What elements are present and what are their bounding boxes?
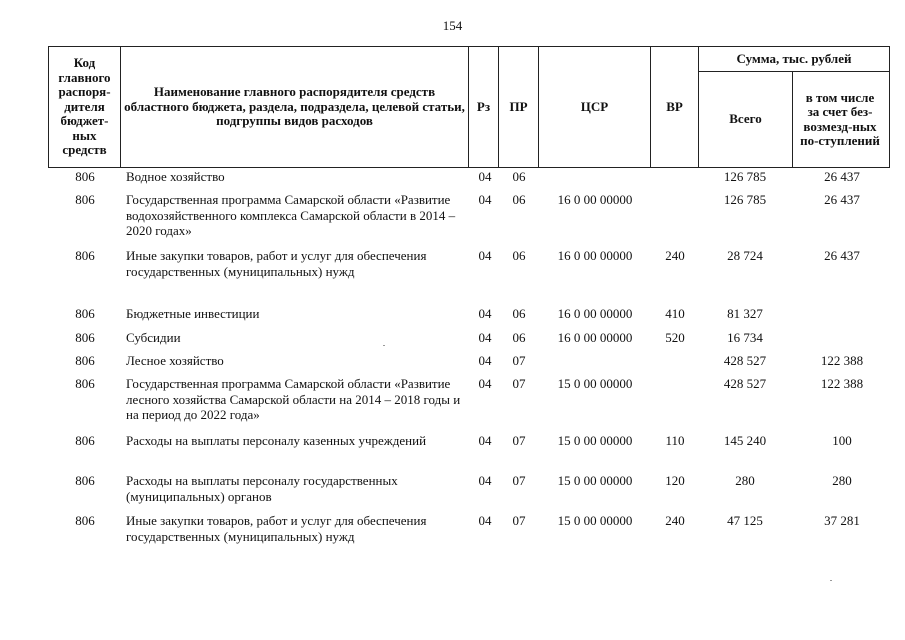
- row-free: 26 437: [824, 169, 860, 184]
- row-csr: 16 0 00 00000: [557, 330, 633, 345]
- row-free: 122 388: [820, 376, 864, 391]
- row-pr: 07: [512, 353, 526, 368]
- row-free: 26 437: [824, 248, 860, 263]
- row-name: Лесное хозяйство: [126, 353, 224, 368]
- row-code: 806: [75, 330, 95, 345]
- row-rz: 04: [478, 376, 492, 391]
- row-pr: 06: [512, 330, 526, 345]
- row-name: Водное хозяйство: [126, 169, 225, 184]
- row-rz: 04: [478, 248, 492, 263]
- table-row: [0, 330, 905, 353]
- col-line-0: [48, 46, 49, 168]
- row-free: 37 281: [824, 513, 860, 528]
- row-code: 806: [75, 433, 95, 448]
- header-rz: Рз: [476, 98, 491, 114]
- header-name: Наименование главного распорядителя средств областного бюджета, раздела, подраздела, целевой статьи, подгруппы видов расходов: [124, 84, 465, 129]
- scan-speck: [383, 345, 385, 346]
- row-pr: 07: [512, 473, 526, 488]
- row-total: 47 125: [727, 513, 763, 528]
- header-code: Код главного распоря-дителя бюджет-ных средств: [58, 55, 111, 158]
- row-free: 280: [832, 473, 852, 488]
- row-total: 428 527: [723, 353, 767, 368]
- header-csr: ЦСР: [580, 98, 609, 114]
- row-csr: 15 0 00 00000: [557, 513, 633, 528]
- header-total: Всего: [729, 111, 762, 127]
- table-row: [0, 376, 905, 433]
- row-free: 26 437: [824, 192, 860, 207]
- row-total: 16 734: [727, 330, 763, 345]
- row-rz: 04: [478, 330, 492, 345]
- row-free: 122 388: [820, 353, 864, 368]
- row-vr: 240: [665, 513, 685, 528]
- table-row: [0, 169, 905, 192]
- row-pr: 07: [512, 433, 526, 448]
- scan-speck: [830, 580, 832, 581]
- header-pr: ПР: [509, 98, 528, 114]
- row-vr: 520: [665, 330, 685, 345]
- row-total: 28 724: [727, 248, 763, 263]
- row-rz: 04: [478, 192, 492, 207]
- row-vr: 120: [665, 473, 685, 488]
- row-csr: 15 0 00 00000: [557, 376, 633, 391]
- row-pr: 06: [512, 306, 526, 321]
- row-total: 145 240: [723, 433, 767, 448]
- row-name: Иные закупки товаров, работ и услуг для обеспечения государственных (муниципальных) нужд: [126, 248, 427, 279]
- col-line-7: [792, 72, 793, 168]
- row-csr: 15 0 00 00000: [557, 473, 633, 488]
- table-row: [0, 513, 905, 571]
- row-total: 428 527: [723, 376, 767, 391]
- col-line-8: [889, 46, 890, 168]
- row-code: 806: [75, 376, 95, 391]
- row-rz: 04: [478, 513, 492, 528]
- row-rz: 04: [478, 306, 492, 321]
- table-row: [0, 306, 905, 330]
- header-bottom-border: [48, 167, 890, 168]
- header-free: в том числе за счет без-возмезд-ных по-ступлений: [800, 89, 880, 148]
- row-pr: 06: [512, 169, 526, 184]
- table-row: [0, 353, 905, 376]
- row-name: Иные закупки товаров, работ и услуг для обеспечения государственных (муниципальных) нужд: [126, 513, 427, 544]
- table-row: [0, 248, 905, 306]
- row-vr: 240: [665, 248, 685, 263]
- row-vr: 110: [665, 433, 685, 448]
- row-code: 806: [75, 192, 95, 207]
- row-total: 126 785: [723, 169, 767, 184]
- row-rz: 04: [478, 353, 492, 368]
- page-number: 154: [442, 18, 463, 33]
- row-code: 806: [75, 513, 95, 528]
- row-free: 100: [832, 433, 852, 448]
- row-code: 806: [75, 169, 95, 184]
- row-pr: 07: [512, 513, 526, 528]
- row-total: 81 327: [727, 306, 763, 321]
- row-pr: 06: [512, 248, 526, 263]
- row-code: 806: [75, 353, 95, 368]
- row-total: 126 785: [723, 192, 767, 207]
- row-name: Государственная программа Самарской области «Развитие водохозяйственного комплекса Самарской области в 2014 – 2020 годах»: [126, 192, 456, 238]
- row-code: 806: [75, 473, 95, 488]
- table-body: [0, 169, 905, 571]
- row-csr: 16 0 00 00000: [557, 192, 633, 207]
- row-code: 806: [75, 306, 95, 321]
- table-row: [0, 192, 905, 248]
- row-rz: 04: [478, 169, 492, 184]
- row-pr: 07: [512, 376, 526, 391]
- col-line-1: [120, 46, 121, 168]
- row-csr: 16 0 00 00000: [557, 306, 633, 321]
- table-row: [0, 433, 905, 473]
- row-vr: 410: [665, 306, 685, 321]
- row-code: 806: [75, 248, 95, 263]
- row-name: Расходы на выплаты персоналу государственных (муниципальных) органов: [126, 473, 398, 504]
- table-row: [0, 473, 905, 513]
- row-rz: 04: [478, 433, 492, 448]
- row-name: Бюджетные инвестиции: [126, 306, 260, 321]
- row-total: 280: [735, 473, 755, 488]
- row-rz: 04: [478, 473, 492, 488]
- header-sum: Сумма, тыс. рублей: [736, 50, 852, 66]
- row-name: Расходы на выплаты персоналу казенных учреждений: [126, 433, 427, 448]
- row-csr: 15 0 00 00000: [557, 433, 633, 448]
- row-csr: 16 0 00 00000: [557, 248, 633, 263]
- row-name: Государственная программа Самарской области «Развитие лесного хозяйства Самарской области на 2014 – 2018 годы и на период до 2022 года»: [126, 376, 461, 422]
- row-pr: 06: [512, 192, 526, 207]
- header-vr: ВР: [666, 98, 683, 114]
- row-name: Субсидии: [126, 330, 181, 345]
